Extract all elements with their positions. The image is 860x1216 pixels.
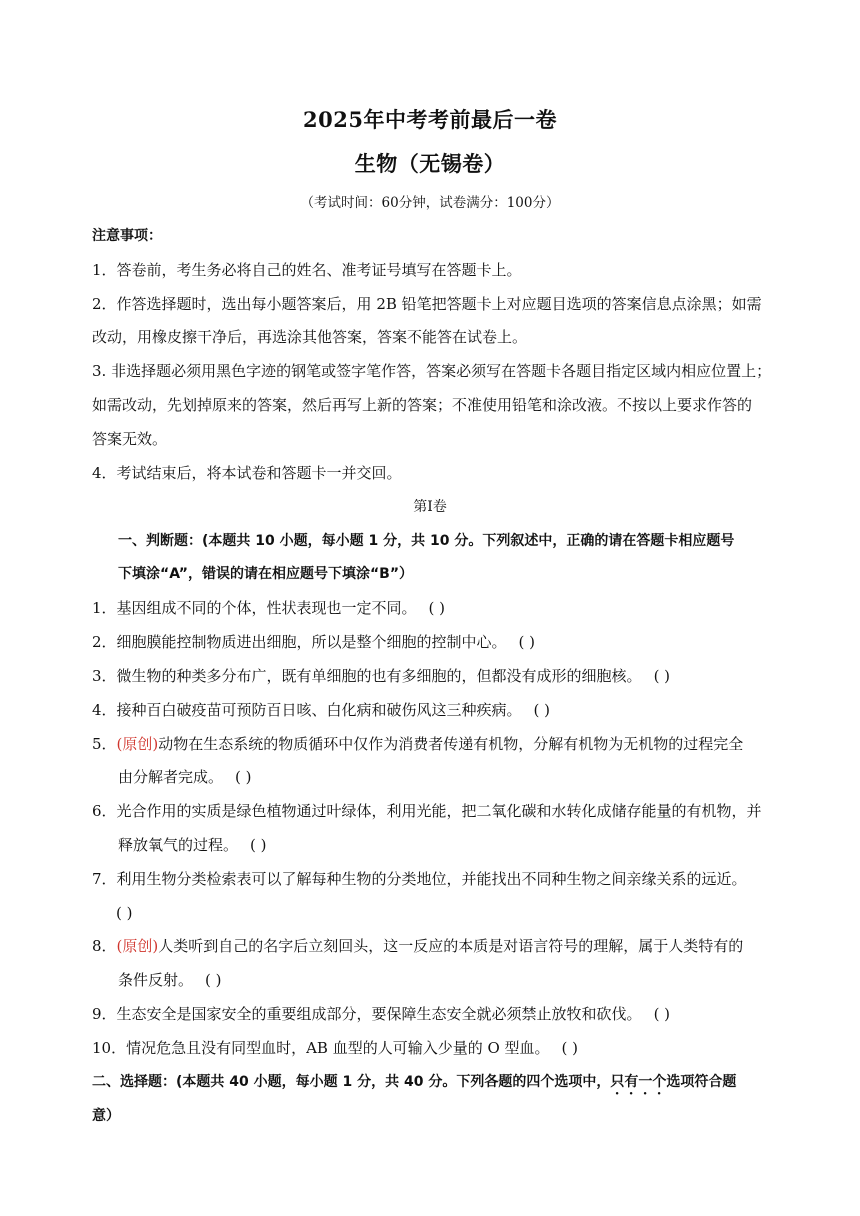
question-1-text: 1．基因组成不同的个体，性状表现也一定不同。 — [92, 599, 417, 617]
section1-heading-cont: 下填涂“A”，错误的请在相应题号下填涂“B”） — [118, 566, 414, 582]
note-item-3-cont-2: 答案无效。 — [92, 430, 168, 448]
note-item-4: 4．考试结束后，将本试卷和答题卡一并交回。 — [92, 464, 402, 482]
question-6-text-cont: 释放氧气的过程。 — [118, 836, 239, 854]
question-5-cont — [118, 767, 798, 787]
note-item-2: 2．作答选择题时，选出每小题答案后，用 2B 铅笔把答题卡上对应题目选项的答案信息点涂黑；如需 — [92, 295, 762, 313]
answer-blank-1[interactable]: ( ) — [428, 599, 446, 617]
note-item-2-cont: 改动，用橡皮擦干净后，再选涂其他答案，答案不能答在试卷上。 — [92, 328, 528, 346]
question-8-text: 人类听到自己的名字后立刻回头，这一反应的本质是对语言符号的理解，属于人类特有的 — [158, 937, 744, 955]
question-2 — [92, 632, 772, 652]
original-tag: (原创) — [116, 937, 159, 955]
section1-heading: 一、判断题：(本题共 10 小题，每小题 1 分，共 10 分。下列叙述中，正确的请在答题卡相应题号 — [118, 533, 735, 549]
note-item-1: 1．答卷前，考生务必将自己的姓名、准考证号填写在答题卡上。 — [92, 261, 522, 279]
question-3-text: 3．微生物的种类多分布广，既有单细胞的也有多细胞的，但都没有成形的细胞核。 — [92, 667, 642, 685]
question-6: 6．光合作用的实质是绿色植物通过叶绿体，利用光能，把二氧化碳和水转化成储存能量的有机物，并 — [92, 802, 762, 820]
note-item-3: 3. 非选择题必须用黑色字迹的钢笔或签字笔作答，答案必须写在答题卡各题目指定区域内相应位置上； — [92, 362, 772, 380]
question-8-number: 8． — [92, 937, 117, 955]
question-8-cont — [118, 970, 798, 990]
question-3 — [92, 666, 772, 686]
section2-heading — [92, 1072, 772, 1098]
question-5-number: 5． — [92, 735, 117, 753]
question-5-text-cont: 由分解者完成。 — [118, 768, 224, 786]
section2-emphasis: 只有一个 — [610, 1074, 667, 1090]
question-4 — [92, 700, 772, 720]
question-1 — [92, 598, 772, 618]
notes-heading: 注意事项： — [92, 228, 162, 244]
exam-subject: 生物（无锡卷） — [354, 151, 506, 176]
exam-info: （考试时间：60分钟，试卷满分：100分） — [300, 195, 560, 211]
question-8-text-cont: 条件反射。 — [118, 971, 194, 989]
answer-blank-4[interactable]: ( ) — [533, 701, 551, 719]
answer-blank-9[interactable]: ( ) — [653, 1005, 671, 1023]
section2-heading-text: 二、选择题：(本题共 40 小题，每小题 1 分，共 40 分。下列各题的四个选项中， — [92, 1074, 611, 1090]
question-8 — [92, 936, 772, 956]
question-5 — [92, 734, 772, 754]
question-9-text: 9．生态安全是国家安全的重要组成部分，要保障生态安全就必须禁止放牧和砍伐。 — [92, 1005, 642, 1023]
answer-blank-3[interactable]: ( ) — [653, 667, 671, 685]
question-2-text: 2．细胞膜能控制物质进出细胞，所以是整个细胞的控制中心。 — [92, 633, 507, 651]
answer-blank-2[interactable]: ( ) — [518, 633, 536, 651]
question-7: 7．利用生物分类检索表可以了解每种生物的分类地位，并能找出不同种生物之间亲缘关系的远近。 — [92, 870, 747, 888]
note-item-3-cont-1: 如需改动，先划掉原来的答案，然后再写上新的答案；不准使用铅笔和涂改液。不按以上要求作答的 — [92, 396, 753, 414]
answer-blank-7[interactable]: ( ) — [116, 904, 133, 922]
section2-heading-text-end: 选项符合题 — [666, 1074, 737, 1090]
question-6-cont — [118, 835, 798, 855]
question-10-text: 10．情况危急且没有同型血时，AB 血型的人可输入少量的 O 型血。 — [92, 1039, 550, 1057]
answer-blank-8[interactable]: ( ) — [205, 971, 222, 989]
question-9 — [92, 1004, 772, 1024]
answer-blank-5[interactable]: ( ) — [235, 768, 252, 786]
question-10 — [92, 1038, 772, 1058]
section2-heading-cont: 意） — [92, 1108, 120, 1124]
original-tag: (原创) — [116, 735, 159, 753]
volume-label: 第Ⅰ卷 — [413, 499, 447, 515]
answer-blank-6[interactable]: ( ) — [250, 836, 267, 854]
question-5-text: 动物在生态系统的物质循环中仅作为消费者传递有机物，分解有机物为无机物的过程完全 — [158, 735, 744, 753]
question-4-text: 4．接种百白破疫苗可预防百日咳、白化病和破伤风这三种疾病。 — [92, 701, 522, 719]
exam-title: 2025年中考考前最后一卷 — [303, 107, 557, 132]
answer-blank-10[interactable]: ( ) — [561, 1039, 579, 1057]
